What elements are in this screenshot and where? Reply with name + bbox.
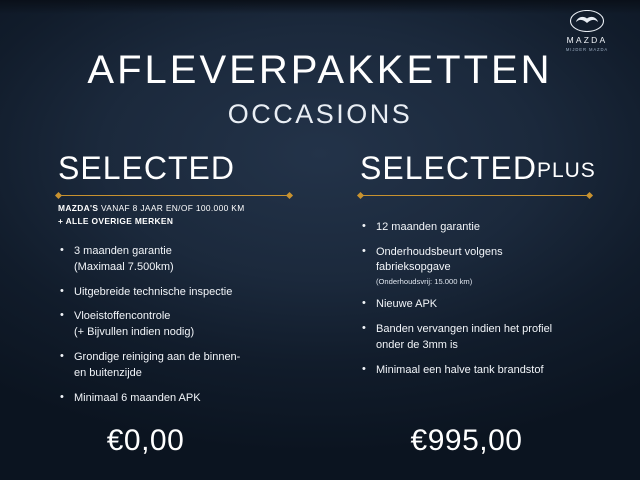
list-item: [360, 297, 626, 313]
list-item: [360, 245, 626, 289]
package-note: [58, 202, 312, 228]
page-subtitle: OCCASIONS: [227, 99, 413, 129]
feature-line1: Onderhoudsbeurt volgens: [376, 245, 503, 258]
brand-tagline: MIJDER MAZDA: [565, 47, 609, 52]
package-title: [360, 152, 626, 186]
divider-rule: [58, 195, 290, 196]
list-item: [58, 309, 312, 341]
brand-logo: [552, 10, 622, 52]
page-title: AFLEVERPAKKETTEN: [87, 48, 553, 92]
prices-row: [0, 424, 640, 458]
feature-line1: Banden vervangen indien het profiel: [376, 322, 553, 335]
package-note-line2: + ALLE OVERIGE MERKEN: [58, 215, 174, 226]
feature-line2: (+ Bijvullen indien nodig): [74, 326, 195, 339]
feature-line2: en buitenzijde: [74, 367, 142, 380]
list-item: [58, 391, 312, 407]
feature-line1: Minimaal 6 maanden APK: [74, 392, 201, 405]
brand-name: MAZDA: [566, 35, 608, 45]
package-selected-plus: [320, 152, 640, 416]
package-note-bold: MAZDA'S: [58, 202, 99, 213]
feature-line1: Uitgebreide technische inspectie: [74, 285, 233, 298]
feature-line1: Grondige reiniging aan de binnen-: [74, 351, 241, 364]
package-note-rest: VANAF 8 JAAR EN/OF 100.000 KM: [98, 202, 245, 213]
price-selected: €0,00: [106, 424, 185, 457]
package-selected: [0, 152, 320, 416]
feature-line2: onder de 3mm is: [376, 338, 458, 351]
feature-line2: fabrieksopgave: [376, 261, 451, 274]
list-item: [360, 220, 626, 236]
price-selected-plus: €995,00: [410, 424, 523, 457]
feature-line1: 3 maanden garantie: [74, 244, 172, 257]
feature-line2: (Maximaal 7.500km): [74, 260, 174, 273]
list-item: [58, 244, 312, 276]
feature-line1: 12 maanden garantie: [376, 220, 480, 233]
package-feature-list: [58, 244, 312, 408]
mazda-logo-icon: [570, 10, 604, 32]
divider-rule: [360, 195, 590, 196]
list-item: [360, 363, 626, 379]
feature-line1: Minimaal een halve tank brandstof: [376, 363, 544, 376]
feature-small-note: (Onderhoudsvrij: 15.000 km): [376, 277, 473, 287]
packages-container: [0, 152, 640, 416]
list-item: [58, 285, 312, 301]
feature-line1: Vloeistoffencontrole: [74, 310, 171, 323]
feature-line1: Nieuwe APK: [376, 298, 438, 311]
package-feature-list: [360, 220, 626, 379]
package-title-text: SELECTED: [360, 150, 537, 186]
list-item: [58, 350, 312, 382]
list-item: [360, 322, 626, 354]
package-title-text: SELECTED: [58, 150, 235, 186]
package-title: [58, 152, 312, 186]
package-title-suffix: PLUS: [536, 159, 596, 182]
